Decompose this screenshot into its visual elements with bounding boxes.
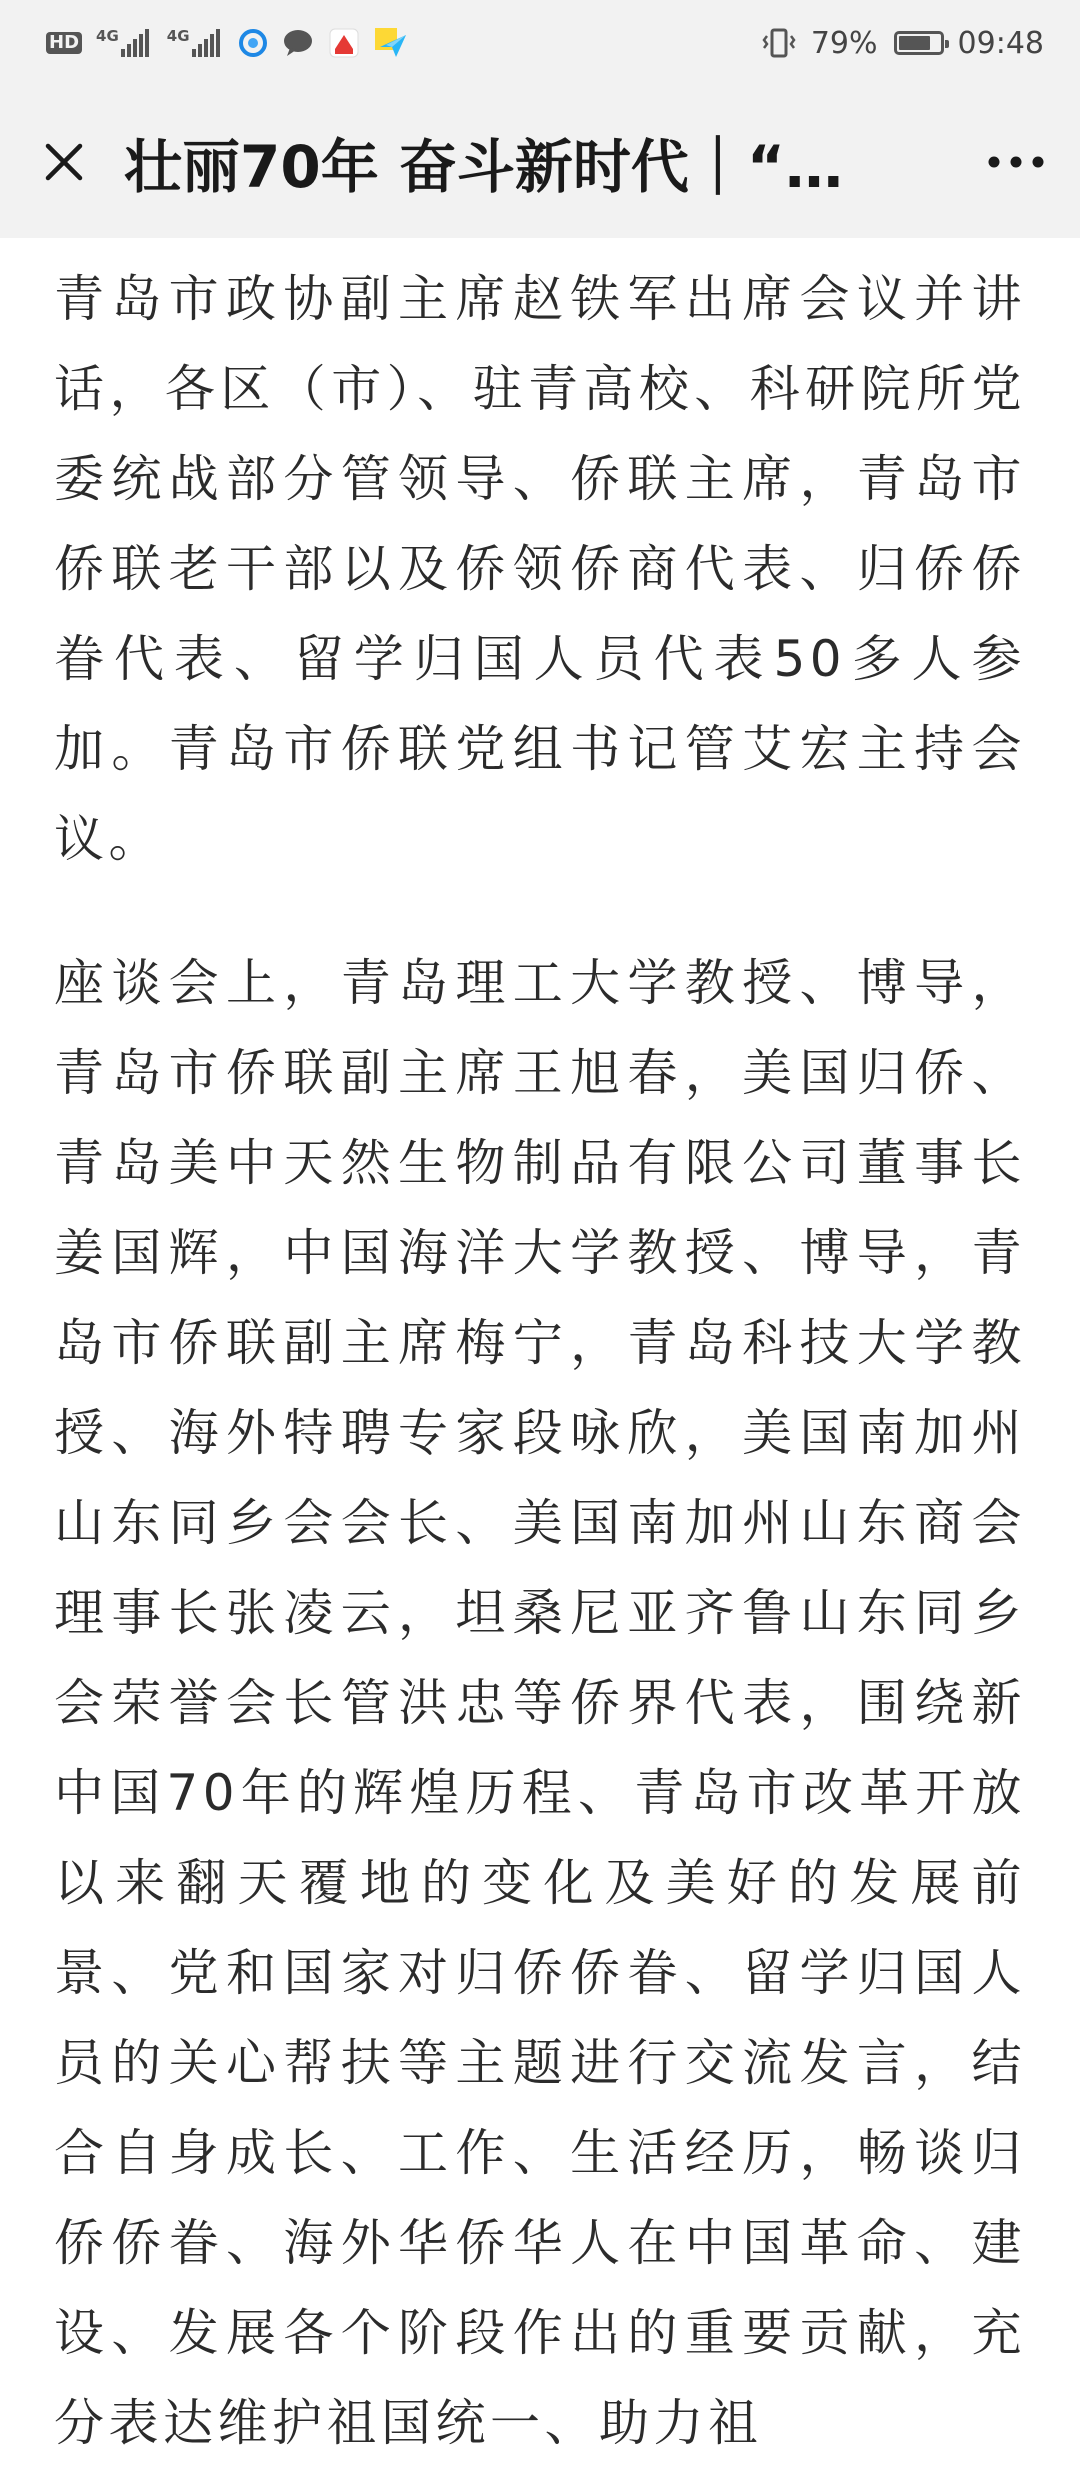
article-paragraph: 座谈会上，青岛理工大学教授、博导，青岛市侨联副主席王旭春，美国归侨、青岛美中天然生物制品有限公司董事长姜国辉，中国海洋大学教授、博导，青岛市侨联副主席梅宁，青岛科技大学教授、海外特聘专家段咏欣，美国南加州山东同乡会会长、美国南加州山东商会理事长张凌云，坦桑尼亚齐鲁山东同乡会荣誉会长管洪忠等侨界代表，围绕新中国70年的辉煌历程、青岛市改革开放以来翻天覆地的变化及美好的发展前景、党和国家对归侨侨眷、留学归国人员的关心帮扶等主题进行交流发言，结合自身成长、工作、生活经历，畅谈归侨侨眷、海外华侨华人在中国革命、建设、发展各个阶段作出的重要贡献，充分表达维护祖国统一、助力祖 [54, 954, 1026, 2452]
sim2-network-label: 4G [166, 27, 190, 45]
close-icon [42, 140, 86, 184]
status-bar [0, 0, 1080, 86]
article-body [54, 238, 1026, 2452]
signal-sim2-icon [167, 29, 222, 57]
hd-label: HD [46, 32, 82, 54]
send-icon [374, 27, 408, 59]
signal-bars-sim1 [121, 29, 151, 57]
more-button[interactable] [976, 134, 1046, 190]
page-title: 壮丽70年 奋斗新时代｜“… [124, 133, 844, 201]
status-left [46, 27, 422, 59]
browser-icon [238, 28, 268, 58]
signal-sim1-icon [96, 29, 151, 57]
status-right [761, 26, 1044, 61]
signal-bars-sim2 [192, 29, 222, 57]
close-button[interactable] [36, 134, 92, 190]
article-paragraph: 青岛市政协副主席赵铁军出席会议并讲话，各区（市）、驻青高校、科研院所党委统战部分管领导、侨联主席，青岛市侨联老干部以及侨领侨商代表、归侨侨眷代表、留学归国人员代表50多人参加。青岛市侨联党组书记管艾宏主持会议。 [54, 270, 1026, 868]
battery-icon [894, 31, 944, 55]
app-icon [328, 27, 360, 59]
more-icon [986, 155, 1046, 169]
battery-percent: 79% [810, 25, 878, 61]
message-icon [282, 28, 314, 58]
title-bar [0, 86, 1080, 238]
hd-icon [46, 32, 82, 54]
sim1-network-label: 4G [96, 27, 119, 45]
clock: 09:48 [957, 25, 1044, 61]
battery-fill [899, 36, 931, 50]
vibrate-icon [761, 28, 797, 58]
